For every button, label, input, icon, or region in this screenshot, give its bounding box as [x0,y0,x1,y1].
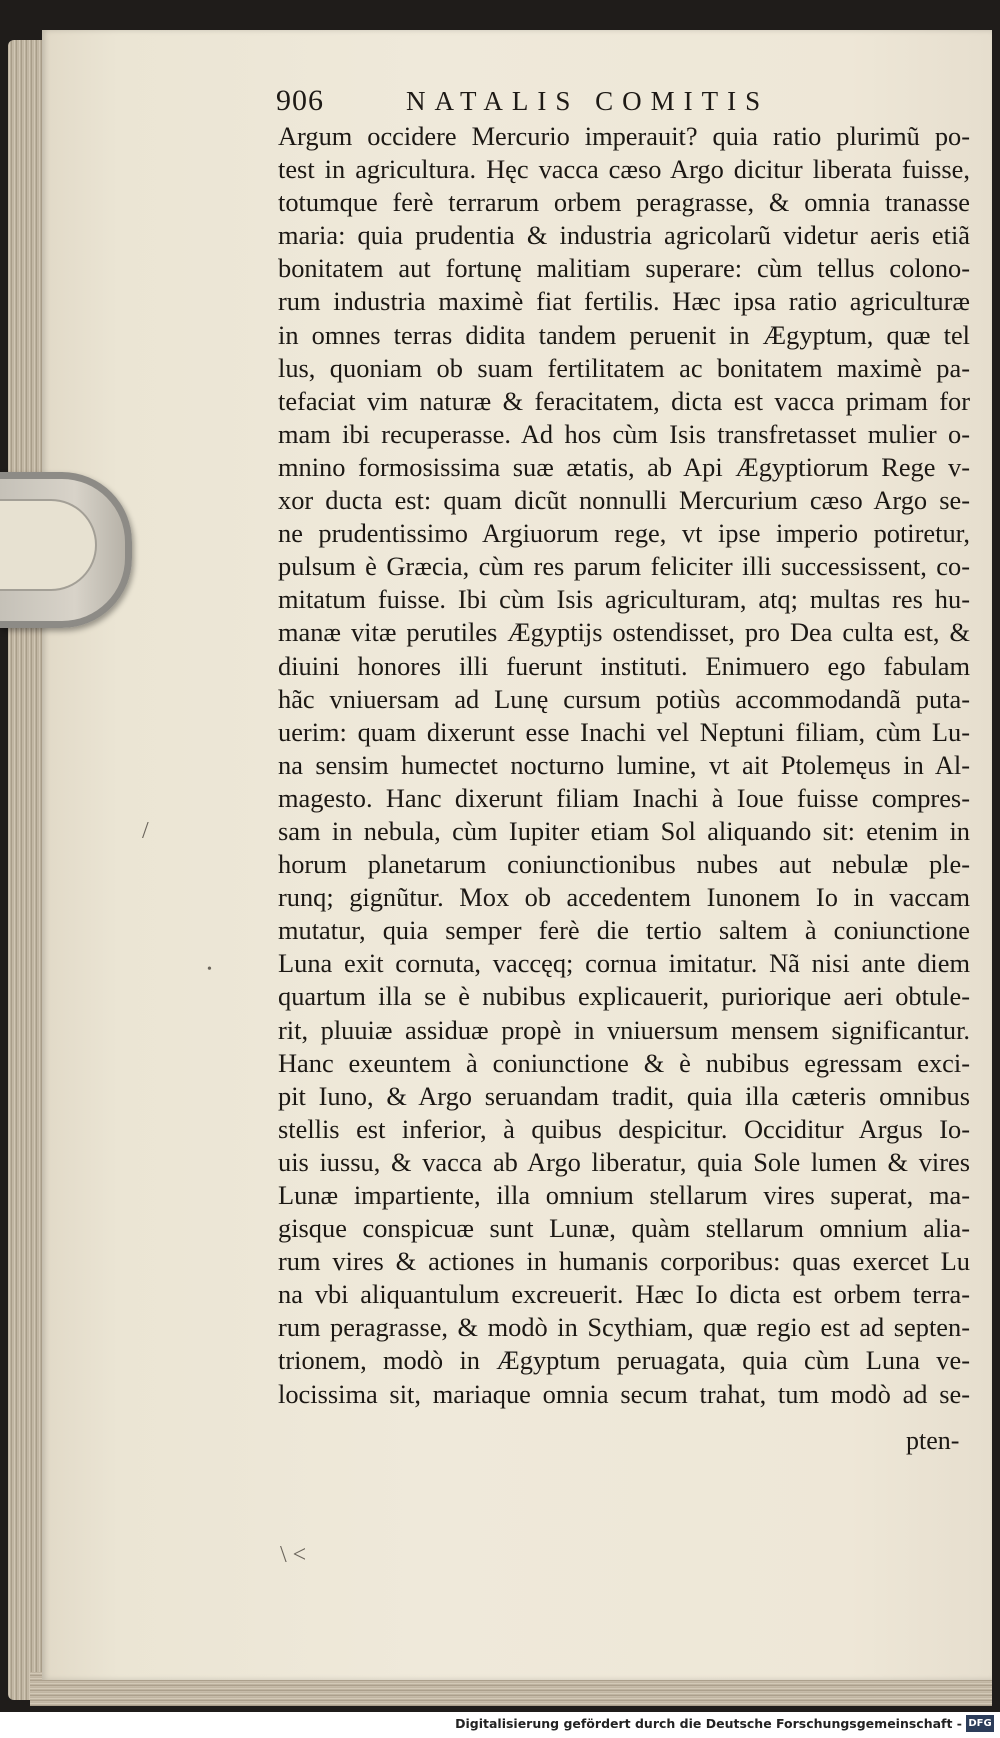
text-line: ne prudentissimo Argiuorum rege, vt ipse imperio potiretur, [278,518,970,549]
text-line: uis iussu, & vacca ab Argo liberatur, quia Sole lumen & vires [278,1146,970,1177]
text-line: gisque conspicuæ sunt Lunæ, quàm stellarum omnium alia- [278,1213,970,1244]
text-line: test in agricultura. Hęc vacca cæso Argo dicitur liberata fuisse, [278,154,970,185]
text-line: uerim: quam dixerunt esse Inachi vel Neptuni filiam, cùm Lu- [278,716,970,747]
text-line: manæ vitæ perutiles Ægyptijs ostendisset, pro Dea culta est, & [278,617,970,648]
text-line: Luna exit cornuta, vaccęq; cornua imitatur. Nã nisi ante diem [278,948,970,979]
margin-mark: / [142,818,149,844]
text-line: pulsum è Græcia, cùm res parum feliciter illi successissent, co- [278,551,970,582]
text-line: diuini honores illi fuerunt instituti. Enimuero ego fabulam [278,650,970,681]
margin-mark: \ < [280,1542,307,1568]
text-line: stellis est inferior, à quibus despicitur. Occiditur Argus Io- [278,1113,970,1144]
text-line: trionem, modò in Ægyptum peruagata, quia cùm Luna ve- [278,1345,970,1376]
text-line: maria: quia prudentia & industria agricolarũ videtur aeris etiã [278,220,970,251]
text-line: hãc vniuersam ad Lunę cursum potiùs accommodandã puta- [278,683,970,714]
text-line: na vbi aliquantulum excreuerit. Hæc Io dicta est orbem terra- [278,1279,970,1310]
text-line: in omnes terras didita tandem peruenit in Ægyptum, quæ tel [278,319,970,350]
text-line: na sensim humectet nocturno lumine, vt ait Ptolemęus in Al- [278,749,970,780]
catchword: pten- [906,1426,960,1455]
text-line: quartum illa se è nubibus explicauerit, puriorique aeri obtule- [278,981,970,1012]
text-line: horum planetarum coniunctionibus nubes aut nebulæ ple- [278,849,970,880]
text-line: totumque ferè terrarum orbem peragrasse, & omnia tranasse [278,187,970,218]
clasp-strap [0,472,132,628]
text-line: rum industria maximè fiat fertilis. Hæc ipsa ratio agriculturæ [278,286,970,317]
body-text [278,120,970,1411]
page-number: 906 [276,84,324,117]
text-line: runq; gignũtur. Mox ob accedentem Iunonem Io in vaccam [278,882,970,913]
clasp-strap-opening [0,499,97,591]
text-line: Argum occidere Mercurio imperauit? quia ratio plurimũ po- [278,121,970,151]
text-line: mam ibi recuperasse. Ad hos cùm Isis transfretasset mulier o- [278,418,970,449]
text-line: rum vires & actiones in humanis corporibus: quas exercet Lu [278,1246,970,1277]
text-line: Hanc exeuntem à coniunctione & è nubibus egressam exci- [278,1047,970,1078]
text-line: xor ducta est: quam dicũt nonnulli Mercurium cæso Argo se- [278,485,970,516]
text-line: rit, pluuiæ assiduæ propè in vniuersum mensem significantur. [278,1014,970,1045]
text-line: mutatur, quia semper ferè die tertio saltem à coniunctione [278,915,970,946]
text-line: locissima sit, mariaque omnia secum trahat, tum modò ad se- [278,1378,970,1409]
page-header [276,84,836,122]
running-head: NATALIS COMITIS [406,86,770,116]
text-line: bonitatem aut fortunę malitiam superare: cùm tellus colono- [278,253,970,284]
text-line: rum peragrasse, & modò in Scythiam, quæ regio est ad septen- [278,1312,970,1343]
dfg-logo: DFG [966,1715,994,1732]
text-line: lus, quoniam ob suam fertilitatem ac bonitatem maximè pa- [278,352,970,383]
text-line: tefaciat vim naturæ & feracitatem, dicta est vacca primam for [278,385,970,416]
margin-mark: • [207,962,212,977]
footer-bar [0,1712,1000,1738]
text-line: magesto. Hanc dixerunt filiam Inachi à Ioue fuisse compres- [278,782,970,813]
text-line: mnino formosissima suæ ætatis, ab Api Ægyptiorum Rege v- [278,451,970,482]
text-line: pit Iuno, & Argo seruandam tradit, quia illa cæteris omnibus [278,1080,970,1111]
text-line: sam in nebula, cùm Iupiter etiam Sol aliquando sit: etenim in [278,815,970,846]
text-line: Lunæ impartiente, illa omnium stellarum vires superat, ma- [278,1180,970,1210]
page-edges-left [8,40,46,1700]
text-line: mitatum fuisse. Ibi cùm Isis agriculturam, atq; multas res hu- [278,584,970,615]
funding-credit: Digitalisierung gefördert durch die Deutsche Forschungsgemeinschaft - [455,1716,962,1731]
